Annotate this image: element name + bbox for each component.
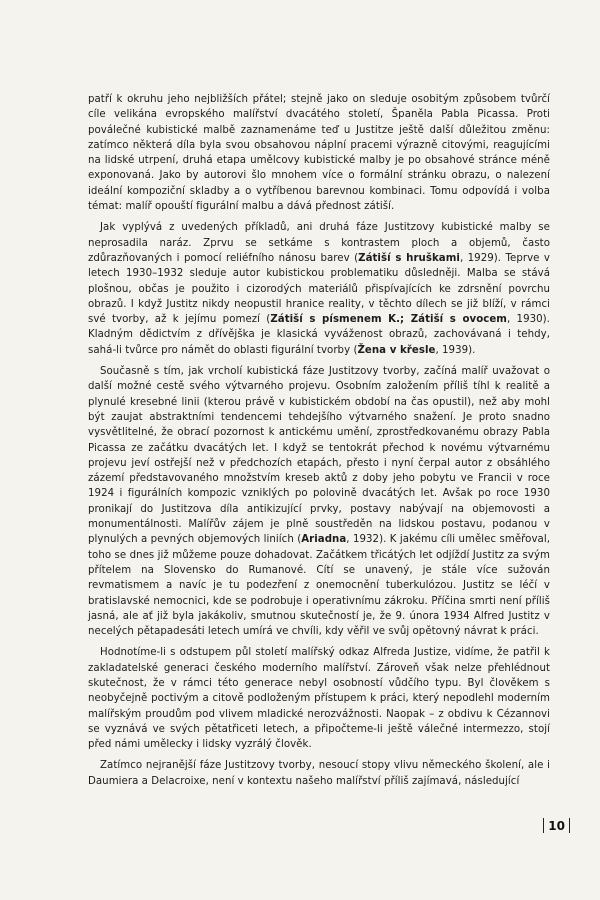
paragraph [88, 92, 550, 214]
text-run: Hodnotíme-li s odstupem půl století malířský odkaz Alfreda Justize, vidíme, že patřil k zakladatelské generaci českého moderního malířství. Zároveň však nelze přehlédnout skutečnost, že v rámci této generace nebyl osobností vůdčího typu. Byl člověkem s neobyčejně poctivým a citově podloženým přístupem k práci, který nepodlehl moderním malířským proudům pod vlivem mladické nerozvážnosti. Naopak – z obdivu k Cézannovi se vyznává ve svých pětatřiceti letech, a připočteme-li ještě válečné intermezzo, stojí před námi umělecky i lidsky vyzrálý člověk. [88, 647, 550, 751]
artwork-title: Ariadna [301, 534, 347, 546]
text-run: , 1930). Kladným dědictvím z dřívějška je klasická vyváženost obrazů, zachovávaná i tehdy, sahá-li tvůrce pro námět do oblasti figurální tvorby ( [88, 314, 550, 356]
text-run: Současně s tím, jak vrcholí kubistická fáze Justitzovy tvorby, začíná malíř uvažovat o další možné cestě svého výtvarného projevu. Osobním založením příliš tíhl k realitě a plynulé kresebné linii (kterou právě v kubistickém období na čas opustil), než aby mohl být zaujat abstraktními tendencemi tehdejšího výtvarného snažení. Je proto snadno vysvětlitelné, že obrací pozornost k antickému umění, zprostředkovanému obrazy Pabla Picassa ze začátku dvacátých let. I když se tentokrát přechod k novému výtvarnému projevu jeví ostřejší než v předchozích etapách, přesto i nyní čerpal autor z obsáhlého zázemí představovaného množstvím kreseb aktů z doby jeho pobytu ve Francii v roce 1924 i figurálních kompozic vzniklých po polovině dvacátých let. Avšak po roce 1930 pronikají do Justitzova díla antikizující prvky, postavy nabývají na objemovosti a monumentálnosti. Malířův zájem je plně soustředěn na lidskou postavu, podanou v plynulých a pevných objemových liniích ( [88, 366, 550, 546]
page-number-value: 10 [548, 819, 565, 833]
page-number [539, 818, 574, 833]
paragraph [88, 220, 550, 358]
text-run: , 1929). Teprve v letech 1930–1932 sleduje autor kubistickou problematiku důsledněji. Malba se stává plošnou, občas je použito i cizorodých materiálů přispívajících ke zdrsnění povrchu obrazů. I když Justitz nikdy neopustil hranice reality, v těchto dílech se již blíží, v rámci své tvorby, až k jejímu pomezí ( [88, 252, 550, 326]
text-run: patří k okruhu jeho nejbližších přátel; stejně jako on sleduje osobitým způsobem tvůrčí cíle velikána evropského malířství dvacátého století, Španěla Pabla Picassa. Proti poválečné kubistické malbě zaznamenáme teď u Justitze ještě další důležitou změnu: zatímco některá díla byla svou obsahovou náplní pracemi výrazně citovými, reagujícími na lidské utrpení, druhá etapa umělcovy kubistické malby je po obsahové stránce méně exponovaná. Jako by autorovi šlo mnohem více o formální stránku obrazu, o nalezení ideální kompoziční skladby a o vytříbenou barevnou kombinaci. Tomu odpovídá i volba témat: malíř opouští figurální malbu a dává přednost zátiší. [88, 94, 550, 213]
text-run: , 1932). K jakému cíli umělec směřoval, toho se dnes již můžeme pouze dohadovat. Začátkem třicátých let odjíždí Justitz za svým přítelem na Slovensko do Rumanové. Cítí se unavený, je stále více sužován revmatismem a navíc je tu podezření z onemocnění tuberkulózou. Justitz se léčí v bratislavské nemocnici, kde se podrobuje i operativnímu zákroku. Příčina smrti není příliš jasná, ale ať již byla jakákoliv, smutnou skutečností je, že 9. února 1934 Alfred Justitz v necelých pětapadesáti letech umírá ve chvíli, kdy věřil ve svůj opětovný návrat k práci. [88, 534, 550, 638]
page-number-rule-left [543, 818, 544, 833]
paragraph [88, 364, 550, 639]
paragraph [88, 758, 550, 789]
artwork-title: Žena v křesle [357, 344, 436, 356]
page-number-rule-right [569, 818, 570, 833]
text-run: , 1939). [435, 344, 476, 356]
artwork-title: Zátiší s hruškami [358, 252, 460, 264]
body-text [88, 92, 550, 795]
text-run: Jak vyplývá z uvedených příkladů, ani druhá fáze Justitzovy kubistické malby se neprosadila naráz. Zprvu se setkáme s kontrastem ploch a objemů, často zdůrazňovaných i pomocí reliéfního nánosu barev ( [88, 222, 550, 264]
text-run: Zatímco nejranější fáze Justitzovy tvorby, nesoucí stopy vlivu německého školení, ale i Daumiera a Delacroixe, není v kontextu našeho malířství příliš zajímavá, následující [88, 760, 550, 787]
paragraph [88, 645, 550, 752]
artwork-title: Zátiší s písmenem K.; Zátiší s ovocem [270, 314, 507, 326]
